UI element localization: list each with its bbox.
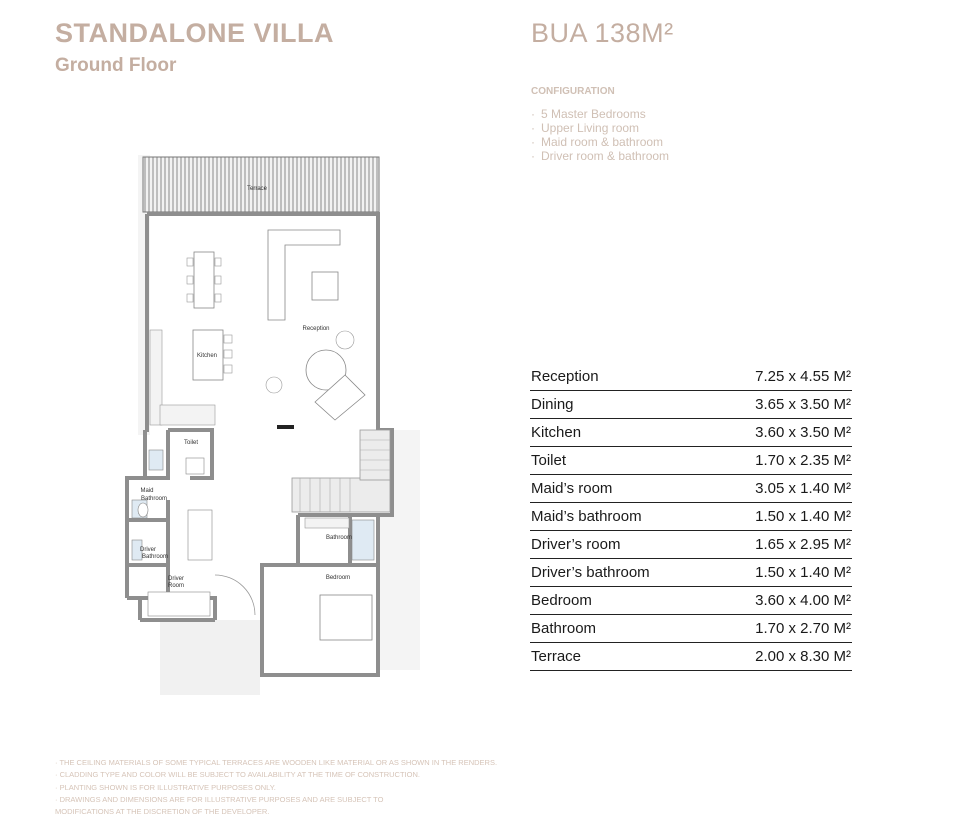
room-size: 3.60 x 4.00 M² (708, 587, 852, 615)
room-size: 3.05 x 1.40 M² (708, 475, 852, 503)
room-name: Terrace (530, 643, 708, 671)
disclaimer-note: MODIFICATIONS AT THE DISCRETION OF THE DEVELOPER. (55, 807, 270, 817)
room-name: Maid’s room (530, 475, 708, 503)
room-name: Dining (530, 391, 708, 419)
room-size: 3.65 x 3.50 M² (708, 391, 852, 419)
room-size: 3.60 x 3.50 M² (708, 419, 852, 447)
disclaimer-note: · DRAWINGS AND DIMENSIONS ARE FOR ILLUSTRATIVE PURPOSES AND ARE SUBJECT TO (55, 794, 384, 804)
room-name: Driver’s bathroom (530, 559, 708, 587)
floor-subtitle: Ground Floor (55, 55, 177, 76)
table-row (530, 531, 852, 559)
room-name: Maid’s bathroom (530, 503, 708, 531)
plan-label-driver-bathroom: Bathroom (141, 554, 169, 560)
room-size: 1.50 x 1.40 M² (708, 503, 852, 531)
table-row (530, 447, 852, 475)
plan-label-toilet: Toilet (183, 440, 199, 446)
room-name: Bedroom (530, 587, 708, 615)
plan-label-driver-room: Room (167, 583, 185, 589)
room-name: Bathroom (530, 615, 708, 643)
table-row (530, 643, 852, 671)
disclaimer-note: · CLADDING TYPE AND COLOR WILL BE SUBJECT TO AVAILABILITY AT THE TIME OF CONSTRUCTION. (55, 770, 420, 780)
configuration-item: · Maid room & bathroom (531, 135, 664, 149)
configuration-item: · Upper Living room (531, 121, 640, 135)
room-size: 1.70 x 2.70 M² (708, 615, 852, 643)
room-name: Reception (530, 363, 708, 391)
plan-label-kitchen: Kitchen (196, 353, 218, 359)
floor-plan (120, 150, 440, 695)
configuration-item: · 5 Master Bedrooms (531, 107, 646, 121)
plan-label-maid-bathroom: Maid (140, 488, 154, 494)
table-row (530, 419, 852, 447)
plan-label-bathroom: Bathroom (325, 535, 353, 541)
disclaimer-note: · PLANTING SHOWN IS FOR ILLUSTRATIVE PURPOSES ONLY. (55, 782, 276, 792)
room-size: 2.00 x 8.30 M² (708, 643, 852, 671)
bua-area-label: BUA 138M² (531, 18, 674, 48)
plan-label-driver-bathroom: Driver (140, 547, 156, 553)
table-row (530, 475, 852, 503)
disclaimer-note: · THE CEILING MATERIALS OF SOME TYPICAL TERRACES ARE WOODEN LIKE MATERIAL OR AS SHOWN IN THE RENDERS. (55, 758, 498, 767)
table-row (530, 615, 852, 643)
table-row (530, 363, 852, 391)
terrace-area (143, 157, 379, 212)
configuration-item: · Driver room & bathroom (531, 149, 670, 163)
room-size: 1.70 x 2.35 M² (708, 447, 852, 475)
table-row (530, 391, 852, 419)
table-row (530, 559, 852, 587)
configuration-heading: CONFIGURATION (531, 86, 615, 97)
plan-label-bedroom: Bedroom (325, 575, 351, 581)
configuration-list (531, 107, 669, 163)
plan-label-terrace: Terrace (246, 186, 268, 192)
disclaimer-notes (55, 757, 497, 818)
room-size: 7.25 x 4.55 M² (708, 363, 852, 391)
room-name: Driver’s room (530, 531, 708, 559)
plan-label-maid-bathroom: Bathroom (140, 496, 168, 502)
plan-label-reception: Reception (302, 326, 330, 332)
table-row (530, 587, 852, 615)
page-title: STANDALONE VILLA (55, 18, 334, 48)
room-name: Kitchen (530, 419, 708, 447)
room-dimensions-table (530, 363, 852, 671)
room-name: Toilet (530, 447, 708, 475)
room-size: 1.50 x 1.40 M² (708, 559, 852, 587)
table-row (530, 503, 852, 531)
room-size: 1.65 x 2.95 M² (708, 531, 852, 559)
plan-label-driver-room: Driver (168, 576, 184, 582)
